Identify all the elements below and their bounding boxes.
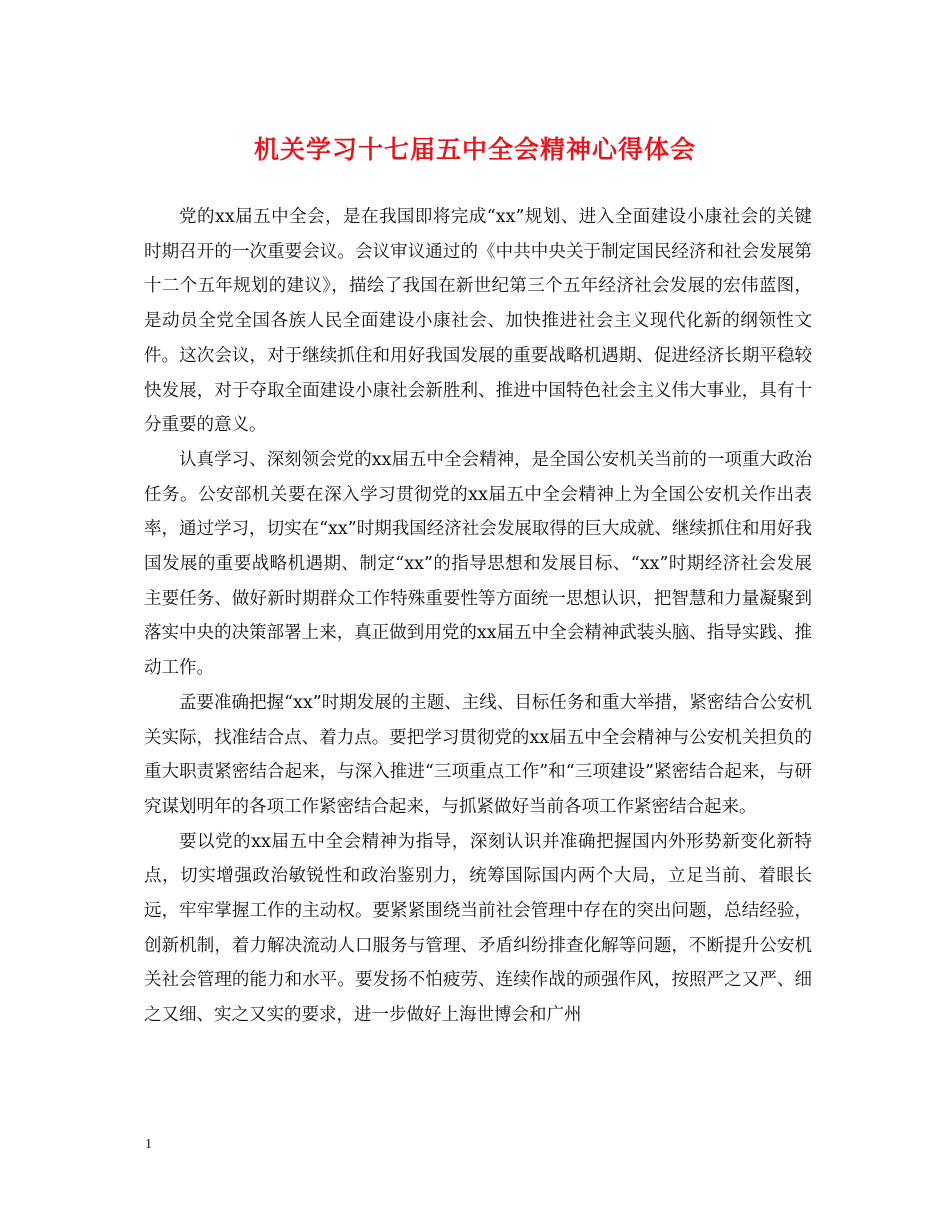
- paragraph-4: 要以党的xx届五中全会精神为指导，深刻认识并准确把握国内外形势新变化新特点，切实增强政治敏锐性和政治鉴别力，统筹国际国内两个大局，立足当前、着眼长远，牢牢掌握工作的主动权。要紧紧围绕当前社会管理中存在的突出问题，总结经验，创新机制，着力解决流动人口服务与管理、矛盾纠纷排查化解等问题，不断提升公安机关社会管理的能力和水平。要发扬不怕疲劳、连续作战的顽强作风，按照严之又严、细之又细、实之又实的要求，进一步做好上海世博会和广州: [144, 831, 812, 1026]
- paragraph-2: 认真学习、深刻领会党的xx届五中全会精神，是全国公安机关当前的一项重大政治任务。公安部机关要在深入学习贯彻党的xx届五中全会精神上为全国公安机关作出表率，通过学习，切实在“xx”时期我国经济社会发展取得的巨大成就、继续抓住和用好我国发展的重要战略机遇期、制定“xx”的指导思想和发展目标、“xx”时期经济社会发展主要任务、做好新时期群众工作特殊重要性等方面统一思想认识，把智慧和力量凝聚到落实中央的决策部署上来，真正做到用党的xx届五中全会精神武装头脑、指导实践、推动工作。: [144, 449, 812, 679]
- paragraph-3: 孟要准确把握“xx”时期发展的主题、主线、目标任务和重大举措，紧密结合公安机关实际，找准结合点、着力点。要把学习贯彻党的xx届五中全会精神与公安机关担负的重大职责紧密结合起来，与深入推进“三项重点工作”和“三项建设”紧密结合起来，与研究谋划明年的各项工作紧密结合起来，与抓紧做好当前各项工作紧密结合起来。: [144, 692, 812, 817]
- document-body: [144, 200, 812, 1033]
- paragraph-1: 党的xx届五中全会，是在我国即将完成“xx”规划、进入全面建设小康社会的关键时期召开的一次重要会议。会议审议通过的《中共中央关于制定国民经济和社会发展第十二个五年规划的建议》，描绘了我国在新世纪第三个五年经济社会发展的宏伟蓝图，是动员全党全国各族人民全面建设小康社会、加快推进社会主义现代化新的纲领性文件。这次会议，对于继续抓住和用好我国发展的重要战略机遇期、促进经济长期平稳较快发展，对于夺取全面建设小康社会新胜利、推进中国特色社会主义伟大事业，具有十分重要的意义。: [144, 207, 812, 436]
- document-title: 机关学习十七届五中全会精神心得体会: [253, 135, 696, 164]
- page-number: 1: [145, 1137, 152, 1152]
